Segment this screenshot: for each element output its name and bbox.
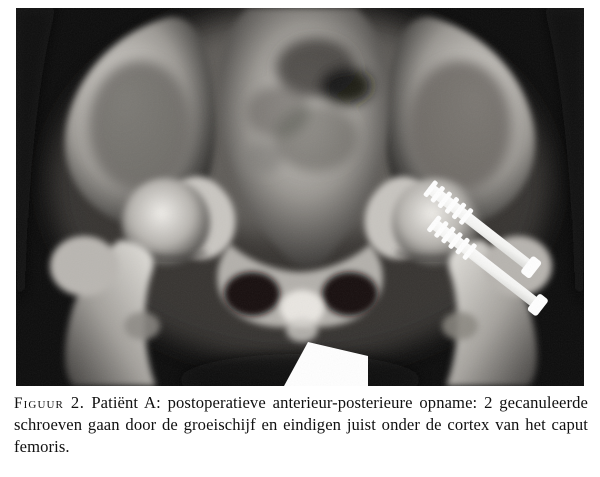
figure-caption bbox=[14, 392, 588, 457]
figure-label: Figuur bbox=[14, 395, 64, 412]
figure-number: 2. bbox=[70, 393, 85, 412]
figure-caption-text: Patiënt A: postoperatieve anterieur-posterieure opname: 2 gecanuleerde schroeven gaan door de groeischijf en eindigen juist onder de cortex van het caput femoris. bbox=[14, 393, 589, 456]
radiograph-image bbox=[16, 8, 584, 386]
xray-graphic bbox=[16, 8, 584, 386]
